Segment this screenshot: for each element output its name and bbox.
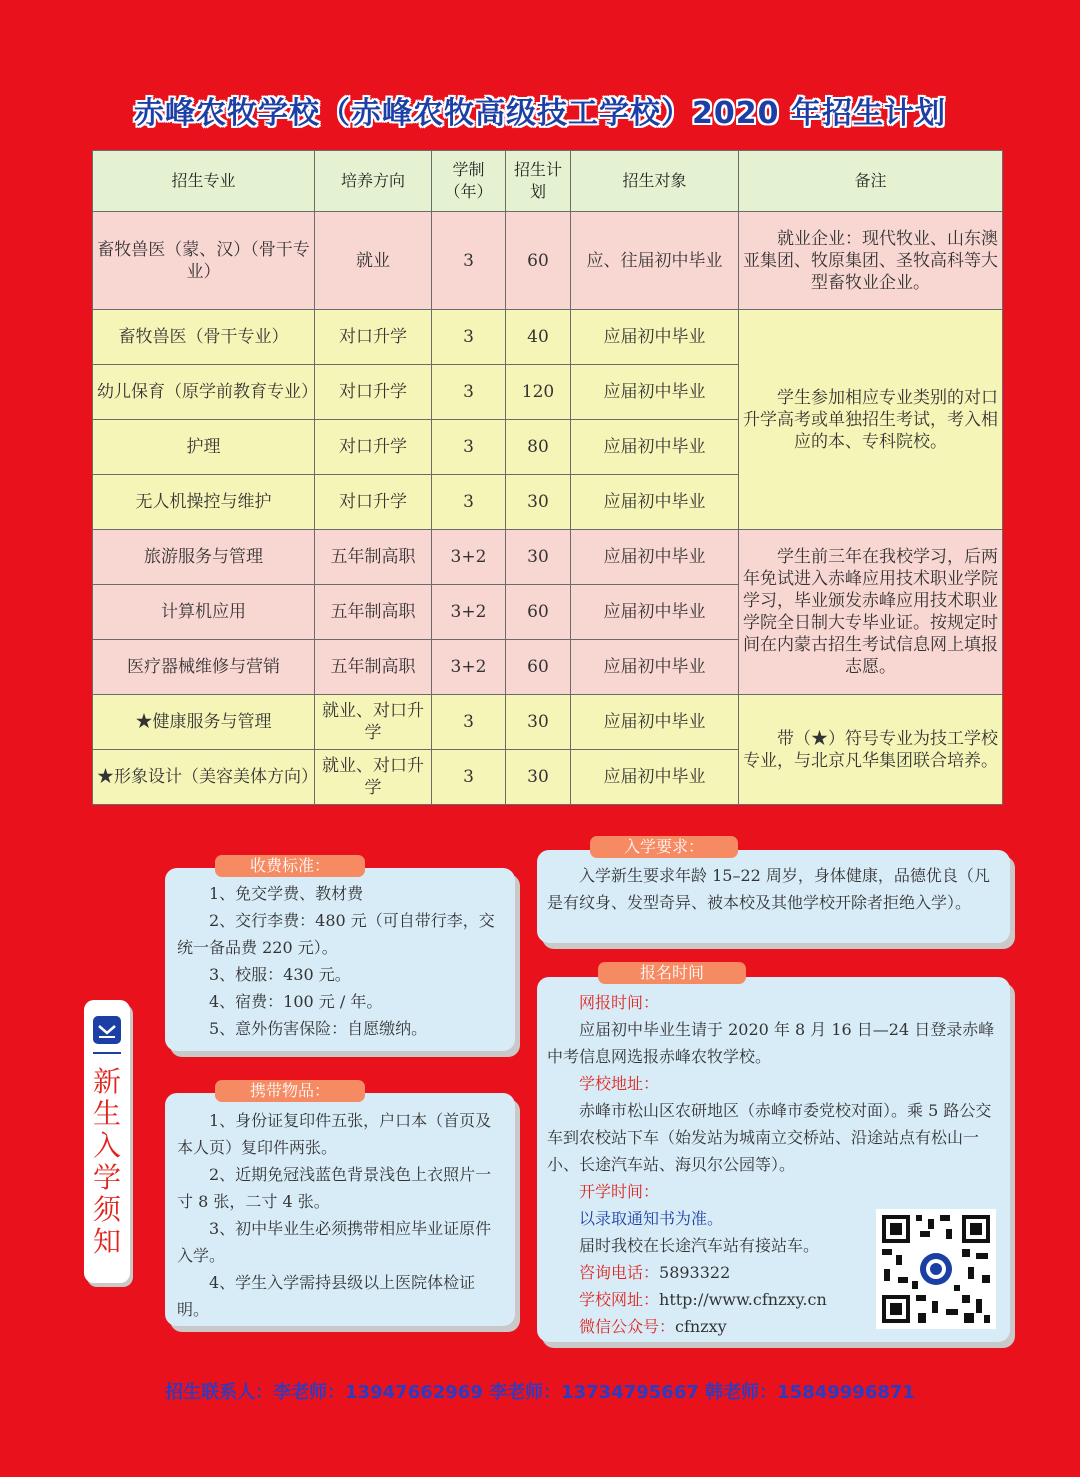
carry-panel (165, 1093, 515, 1326)
carry-item: 4、学生入学需持县级以上医院体检证明。 (177, 1273, 476, 1319)
cell-major: 畜牧兽医（蒙、汉）（骨干专业） (93, 212, 315, 310)
qr-code (876, 1209, 996, 1329)
col-major-header: 招生专业 (93, 151, 315, 212)
carry-tag: 携带物品： (215, 1080, 365, 1102)
col-plan-header: 招生计划 (506, 151, 571, 212)
cell-direction: 五年制高职 (315, 640, 432, 695)
col-target-header: 招生对象 (571, 151, 739, 212)
col-note-header: 备注 (739, 151, 1003, 212)
address-label: 学校地址： (579, 1074, 660, 1093)
qr-code-icon (876, 1209, 996, 1329)
cell-direction: 五年制高职 (315, 530, 432, 585)
cell-plan: 60 (506, 585, 571, 640)
carry-item: 2、近期免冠浅蓝色背景浅色上衣照片一寸 8 张，二寸 4 张。 (177, 1165, 492, 1211)
cell-target: 应、往届初中毕业 (571, 212, 739, 310)
carry-item: 1、身份证复印件五张，户口本（首页及本人页）复印件两张。 (177, 1111, 492, 1157)
start-label: 开学时间： (579, 1182, 660, 1201)
col-direction-header: 培养方向 (315, 151, 432, 212)
cell-plan: 30 (506, 695, 571, 750)
contact-line: 招生联系人：李老师：13947662969 李老师：13734795667 韩老师：15849996871 (165, 1382, 915, 1403)
new-student-notice-banner (84, 1000, 130, 1283)
cell-target: 应届初中毕业 (571, 585, 739, 640)
cell-years: 3 (432, 475, 506, 530)
site-label: 学校网址： (579, 1290, 660, 1309)
cell-target: 应届初中毕业 (571, 420, 739, 475)
cell-major: 旅游服务与管理 (93, 530, 315, 585)
cell-direction: 五年制高职 (315, 585, 432, 640)
notice-vertical-text: 新 生 入 学 须 知 (92, 1065, 121, 1258)
cell-plan: 60 (506, 212, 571, 310)
wechat-id: cfnzxy (675, 1317, 727, 1336)
cell-direction: 对口升学 (315, 475, 432, 530)
cell-years: 3+2 (432, 640, 506, 695)
cell-major: 幼儿保育（原学前教育专业） (93, 365, 315, 420)
cell-note: 带（★）符号专业为技工学校专业，与北京凡华集团联合培养。 (739, 695, 1003, 805)
fee-item: 5、意外伤害保险：自愿缴纳。 (209, 1019, 428, 1038)
cell-years: 3+2 (432, 585, 506, 640)
cell-plan: 120 (506, 365, 571, 420)
table-row (93, 310, 1003, 365)
fees-tag: 收费标准： (215, 855, 365, 877)
requirements-text: 入学新生要求年龄 15–22 周岁，身体健康，品德优良（凡是有纹身、发型奇异、被本校及其他学校开除者拒绝入学）。 (547, 866, 990, 912)
cell-plan: 30 (506, 530, 571, 585)
cell-note: 就业企业：现代牧业、山东澳亚集团、牧原集团、圣牧高科等大型畜牧业企业。 (739, 212, 1003, 310)
cell-years: 3 (432, 750, 506, 805)
online-label: 网报时间： (579, 993, 660, 1012)
pickup-text: 届时我校在长途汽车站有接站车。 (579, 1236, 820, 1255)
cell-years: 3 (432, 310, 506, 365)
address-text: 赤峰市松山区农研地区（赤峰市委党校对面）。乘 5 路公交车到农校站下车（始发站为城南立交桥站、沿途站点有松山一小、长途汽车站、海贝尔公园等）。 (547, 1101, 992, 1174)
cell-direction: 对口升学 (315, 365, 432, 420)
cell-note: 学生前三年在我校学习，后两年免试进入赤峰应用技术职业学院学习，毕业颁发赤峰应用技术职业学院全日制大专毕业证。按规定时间在内蒙古招生考试信息网上填报志愿。 (739, 530, 1003, 695)
phone-label: 咨询电话： (579, 1263, 660, 1282)
requirements-panel (537, 850, 1010, 943)
cell-direction: 就业、对口升学 (315, 695, 432, 750)
cell-target: 应届初中毕业 (571, 695, 739, 750)
cell-direction: 就业 (315, 212, 432, 310)
fee-item: 4、宿费：100 元 / 年。 (209, 992, 383, 1011)
fee-item: 1、免交学费、教材费 (209, 884, 364, 903)
page-title: 赤峰农牧学校（赤峰农牧高级技工学校）2020 年招生计划 (134, 96, 946, 131)
cell-direction: 就业、对口升学 (315, 750, 432, 805)
table-row (93, 212, 1003, 310)
notice-divider (93, 1052, 121, 1054)
phone-number: 5893322 (659, 1263, 731, 1282)
registration-tag: 报名时间 (598, 962, 746, 984)
cell-plan: 30 (506, 475, 571, 530)
cell-major: 畜牧兽医（骨干专业） (93, 310, 315, 365)
mail-icon (93, 1016, 121, 1044)
cell-target: 应届初中毕业 (571, 365, 739, 420)
cell-plan: 60 (506, 640, 571, 695)
wechat-label: 微信公众号： (579, 1317, 676, 1336)
cell-note: 学生参加相应专业类别的对口升学高考或单独招生考试，考入相应的本、专科院校。 (739, 310, 1003, 530)
requirements-tag: 入学要求： (590, 836, 738, 858)
online-text: 应届初中毕业生请于 2020 年 8 月 16 日—24 日登录赤峰中考信息网选报赤峰农牧学校。 (547, 1020, 995, 1066)
col-years-header: 学制（年） (432, 151, 506, 212)
table-row (93, 695, 1003, 750)
fee-item: 3、校服：430 元。 (209, 965, 351, 984)
carry-item: 3、初中毕业生必须携带相应毕业证原件入学。 (177, 1219, 492, 1265)
start-text: 以录取通知书为准。 (579, 1209, 724, 1228)
cell-target: 应届初中毕业 (571, 530, 739, 585)
cell-major: ★健康服务与管理 (93, 695, 315, 750)
cell-years: 3 (432, 695, 506, 750)
enrollment-plan-table (92, 150, 1003, 805)
cell-years: 3 (432, 365, 506, 420)
cell-target: 应届初中毕业 (571, 640, 739, 695)
cell-major: 护理 (93, 420, 315, 475)
cell-major: 无人机操控与维护 (93, 475, 315, 530)
cell-years: 3 (432, 212, 506, 310)
cell-major: 计算机应用 (93, 585, 315, 640)
cell-major: 医疗器械维修与营销 (93, 640, 315, 695)
fees-panel (165, 868, 515, 1051)
fee-item: 2、交行李费：480 元（可自带行李，交统一备品费 220 元）。 (177, 911, 495, 957)
cell-major: ★形象设计（美容美体方向） (93, 750, 315, 805)
cell-target: 应届初中毕业 (571, 750, 739, 805)
cell-direction: 对口升学 (315, 310, 432, 365)
cell-direction: 对口升学 (315, 420, 432, 475)
school-website-link[interactable]: http://www.cfnzxy.cn (659, 1290, 827, 1309)
cell-target: 应届初中毕业 (571, 310, 739, 365)
cell-plan: 30 (506, 750, 571, 805)
table-row (93, 530, 1003, 585)
table-header-row (93, 151, 1003, 212)
cell-years: 3 (432, 420, 506, 475)
cell-years: 3+2 (432, 530, 506, 585)
cell-plan: 80 (506, 420, 571, 475)
cell-plan: 40 (506, 310, 571, 365)
cell-target: 应届初中毕业 (571, 475, 739, 530)
